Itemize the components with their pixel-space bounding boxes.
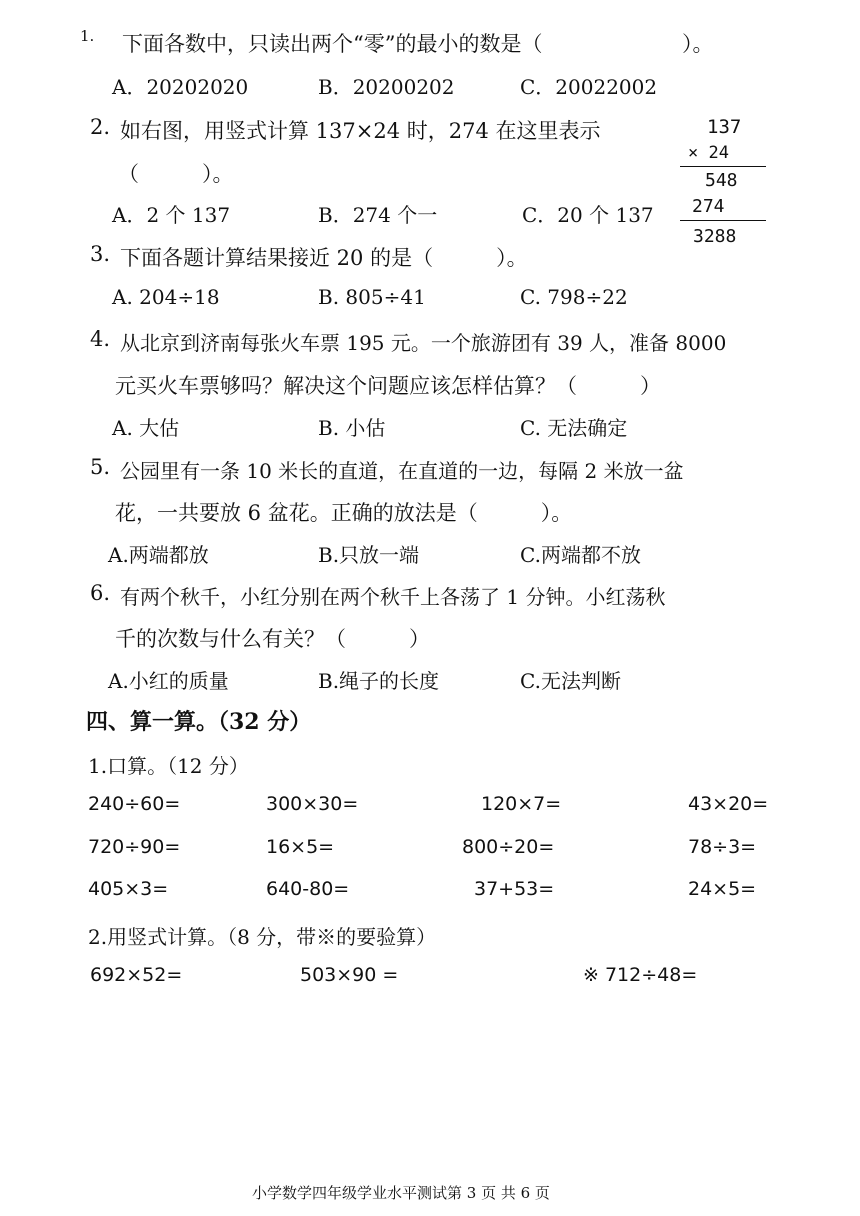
q2-vertical-line-2 bbox=[680, 220, 766, 221]
q6-option-c: C.无法判断 bbox=[520, 669, 621, 693]
q6-option-b: B.绳子的长度 bbox=[318, 669, 440, 693]
oral-calc-item: 16×5= bbox=[266, 836, 335, 858]
q2-vertical-line-1 bbox=[680, 166, 766, 167]
vertical-calc-item-check: ※ 712÷48= bbox=[583, 964, 698, 986]
q3-text: 下面各题计算结果接近 20 的是（ ）。 bbox=[120, 246, 528, 270]
q2-blank: （ ）。 bbox=[118, 162, 234, 186]
vertical-calc-item: 503×90 = bbox=[300, 964, 399, 986]
q3-number: 3. bbox=[90, 242, 111, 266]
oral-calc-item: 78÷3= bbox=[688, 836, 757, 858]
q2-vertical-partial1: 548 bbox=[705, 170, 738, 191]
q2-text: 如右图，用竖式计算 137×24 时，274 在这里表示 bbox=[120, 119, 601, 143]
q2-vertical-top: 137 bbox=[707, 116, 742, 138]
q2-option-a: A．2 个 137 bbox=[112, 203, 231, 227]
q6-number: 6. bbox=[90, 581, 111, 605]
q3-option-c: C. 798÷22 bbox=[520, 285, 628, 309]
q3-option-a: A. 204÷18 bbox=[112, 285, 220, 309]
oral-calc-item: 800÷20= bbox=[462, 836, 555, 858]
q3-option-b: B. 805÷41 bbox=[318, 285, 426, 309]
q1-number: 1. bbox=[80, 27, 95, 45]
q1-option-b: B．20200202 bbox=[318, 75, 455, 99]
oral-calc-item: 300×30= bbox=[266, 793, 359, 815]
q1-close: ）。 bbox=[682, 32, 714, 56]
q6-text-line1: 有两个秋千，小红分别在两个秋千上各荡了 1 分钟。小红荡秋 bbox=[120, 585, 666, 609]
oral-calc-item: 240÷60= bbox=[88, 793, 181, 815]
q5-option-a: A.两端都放 bbox=[108, 543, 209, 567]
q5-text-line1: 公园里有一条 10 米长的直道，在直道的一边，每隔 2 米放一盆 bbox=[120, 459, 684, 483]
q6-text-line2: 千的次数与什么有关？（ ） bbox=[115, 627, 430, 651]
q2-vertical-multiplier: × 24 bbox=[688, 143, 729, 163]
q2-option-c: C．20 个 137 bbox=[522, 203, 654, 227]
q2-vertical-partial2: 274 bbox=[692, 196, 725, 217]
oral-calc-item: 720÷90= bbox=[88, 836, 181, 858]
oral-calc-item: 640-80= bbox=[266, 878, 350, 900]
q4-number: 4. bbox=[90, 327, 111, 351]
q2-option-b: B．274 个一 bbox=[318, 203, 438, 227]
q2-number: 2. bbox=[90, 115, 111, 139]
q5-number: 5. bbox=[90, 455, 111, 479]
oral-calc-item: 24×5= bbox=[688, 878, 757, 900]
q5-text-line2: 花，一共要放 6 盆花。正确的放法是（ ）。 bbox=[115, 501, 573, 525]
q5-option-c: C.两端都不放 bbox=[520, 543, 641, 567]
vertical-calc-heading: 2.用竖式计算。（8 分，带※的要验算） bbox=[88, 925, 437, 949]
vertical-calc-item: 692×52= bbox=[90, 964, 183, 986]
oral-calc-item: 120×7= bbox=[481, 793, 562, 815]
q5-option-b: B.只放一端 bbox=[318, 543, 420, 567]
oral-calc-item: 43×20= bbox=[688, 793, 769, 815]
q4-text-line2: 元买火车票够吗？解决这个问题应该怎样估算？（ ） bbox=[115, 374, 661, 398]
q1-text: 下面各数中，只读出两个“零”的最小的数是（ bbox=[122, 32, 543, 56]
q1-option-c: C．20022002 bbox=[520, 75, 658, 99]
oral-calc-heading: 1.口算。（12 分） bbox=[88, 754, 249, 778]
oral-calc-item: 405×3= bbox=[88, 878, 169, 900]
q4-text-line1: 从北京到济南每张火车票 195 元。一个旅游团有 39 人，准备 8000 bbox=[120, 331, 727, 355]
q2-vertical-result: 3288 bbox=[693, 226, 737, 247]
q4-option-b: B. 小估 bbox=[318, 416, 386, 440]
q1-option-a: A．20202020 bbox=[112, 75, 249, 99]
page-footer: 小学数学四年级学业水平测试第 3 页 共 6 页 bbox=[252, 1184, 550, 1202]
oral-calc-item: 37+53= bbox=[474, 878, 555, 900]
q4-option-a: A. 大估 bbox=[112, 416, 180, 440]
q6-option-a: A.小红的质量 bbox=[108, 669, 229, 693]
q4-option-c: C. 无法确定 bbox=[520, 416, 628, 440]
section-4-title: 四、算一算。（32 分） bbox=[86, 709, 312, 735]
